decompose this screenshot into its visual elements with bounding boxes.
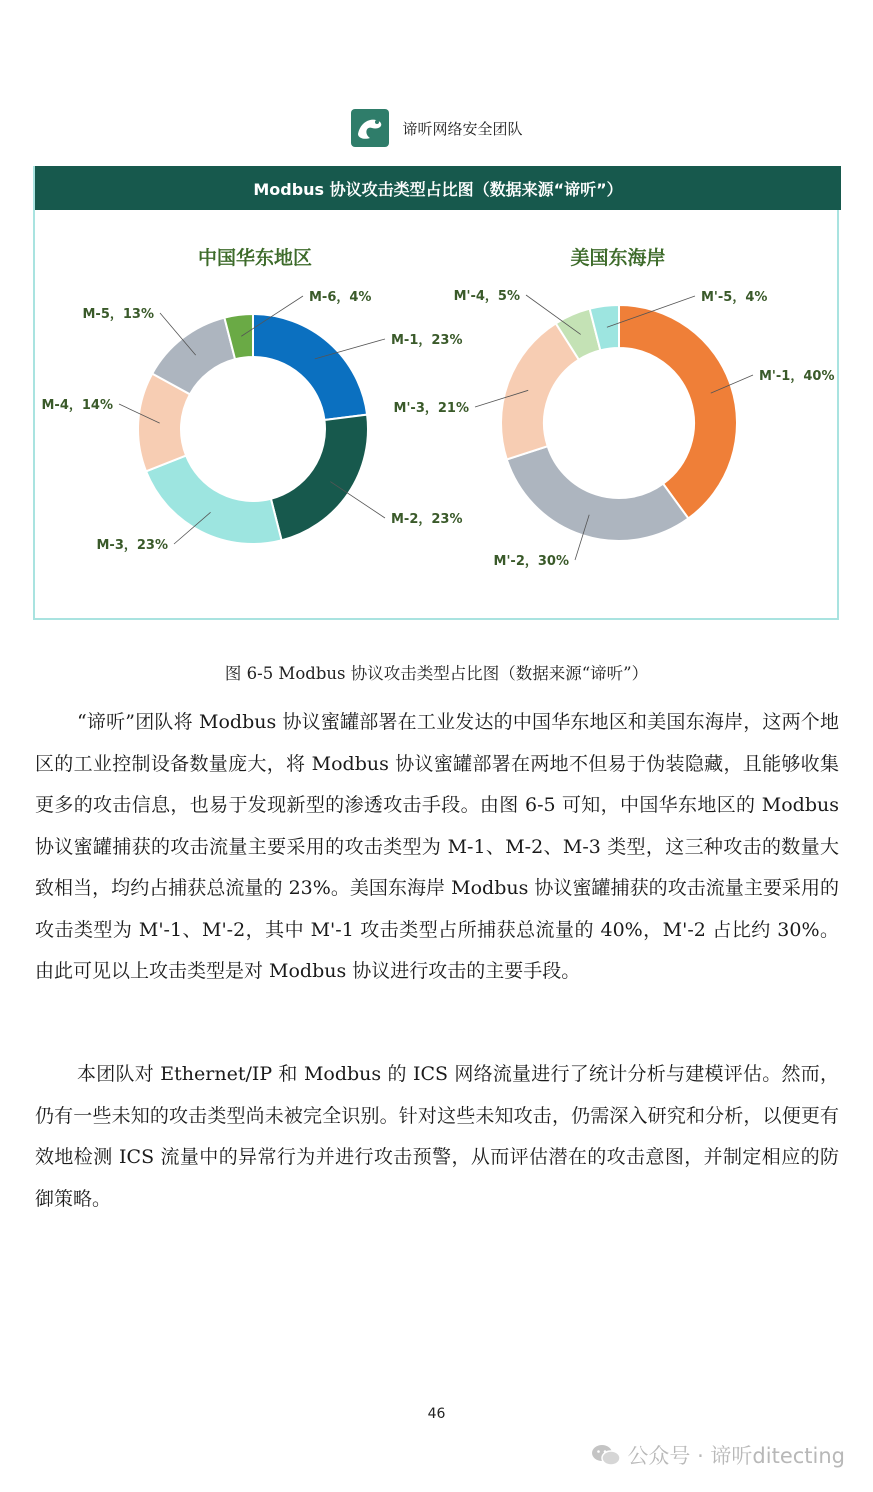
data-label-M'-5: M'-5，4% xyxy=(701,290,768,305)
figure-title: Modbus 协议攻击类型占比图（数据来源“谛听”） xyxy=(35,166,841,210)
slice-M-2 xyxy=(271,415,368,541)
data-label-M-6: M-6，4% xyxy=(309,290,372,305)
data-label-M-4: M-4，14% xyxy=(41,398,113,413)
watermark xyxy=(591,1440,845,1470)
data-label-M-1: M-1，23% xyxy=(391,333,463,348)
wechat-icon xyxy=(591,1443,621,1467)
figure-box xyxy=(33,166,839,620)
data-label-M-5: M-5，13% xyxy=(82,307,154,322)
team-logo-icon xyxy=(350,108,390,148)
page-number: 46 xyxy=(427,1406,446,1422)
body-paragraph-2: 本团队对 Ethernet/IP 和 Modbus 的 ICS 网络流量进行了统计分析与建模评估。然而，仍有一些未知的攻击类型尚未被完全识别。针对这些未知攻击，仍需深入研究和分析，以便更有效地检测 ICS 流量中的异常行为并进行攻击预警，从而评估潜在的攻击意图，并制定相应的防御策略。 xyxy=(35,1063,839,1210)
chart-title-1: 中国华东地区 xyxy=(197,247,313,269)
data-label-M-3: M-3，23% xyxy=(96,538,168,553)
data-label-M'-2: M'-2，30% xyxy=(493,554,569,569)
donut-charts xyxy=(35,166,841,620)
slice-M'-2 xyxy=(507,446,689,541)
slice-M'-1 xyxy=(619,305,737,518)
slice-M-1 xyxy=(253,314,367,420)
chart-title-2: 美国东海岸 xyxy=(570,247,666,269)
data-label-M'-1: M'-1，40% xyxy=(759,369,835,384)
page-header xyxy=(0,106,873,150)
body-paragraph-1: “谛听”团队将 Modbus 协议蜜罐部署在工业发达的中国华东地区和美国东海岸，这两个地区的工业控制设备数量庞大，将 Modbus 协议蜜罐部署在两地不但易于伪装隐藏，且能够收集更多的攻击信息，也易于发现新型的渗透攻击手段。由图 6-5 可知，中国华东地区的 Modbus 协议蜜罐捕获的攻击流量主要采用的攻击类型为 M-1、M-2、M-3 类型，这三种攻击的数量大致相当，均约占捕获总流量的 23%。美国东海岸 Modbus 协议蜜罐捕获的攻击流量主要采用的攻击类型为 M'-1、M'-2，其中 M'-1 攻击类型占所捕获总流量的 40%，M'-2 占比约 30%。由此可见以上攻击类型是对 Modbus 协议进行攻击的主要手段。 xyxy=(35,711,839,982)
slice-M'-3 xyxy=(501,323,579,459)
slice-M-3 xyxy=(146,456,282,544)
data-label-M'-3: M'-3，21% xyxy=(393,401,469,416)
data-label-M'-4: M'-4，5% xyxy=(453,289,520,304)
figure-caption: 图 6-5 Modbus 协议攻击类型占比图（数据来源“谛听”） xyxy=(224,664,649,683)
data-label-M-2: M-2，23% xyxy=(391,512,463,527)
team-name: 谛听网络安全团队 xyxy=(402,119,523,138)
watermark-text: 公众号 · 谛听ditecting xyxy=(627,1444,845,1468)
